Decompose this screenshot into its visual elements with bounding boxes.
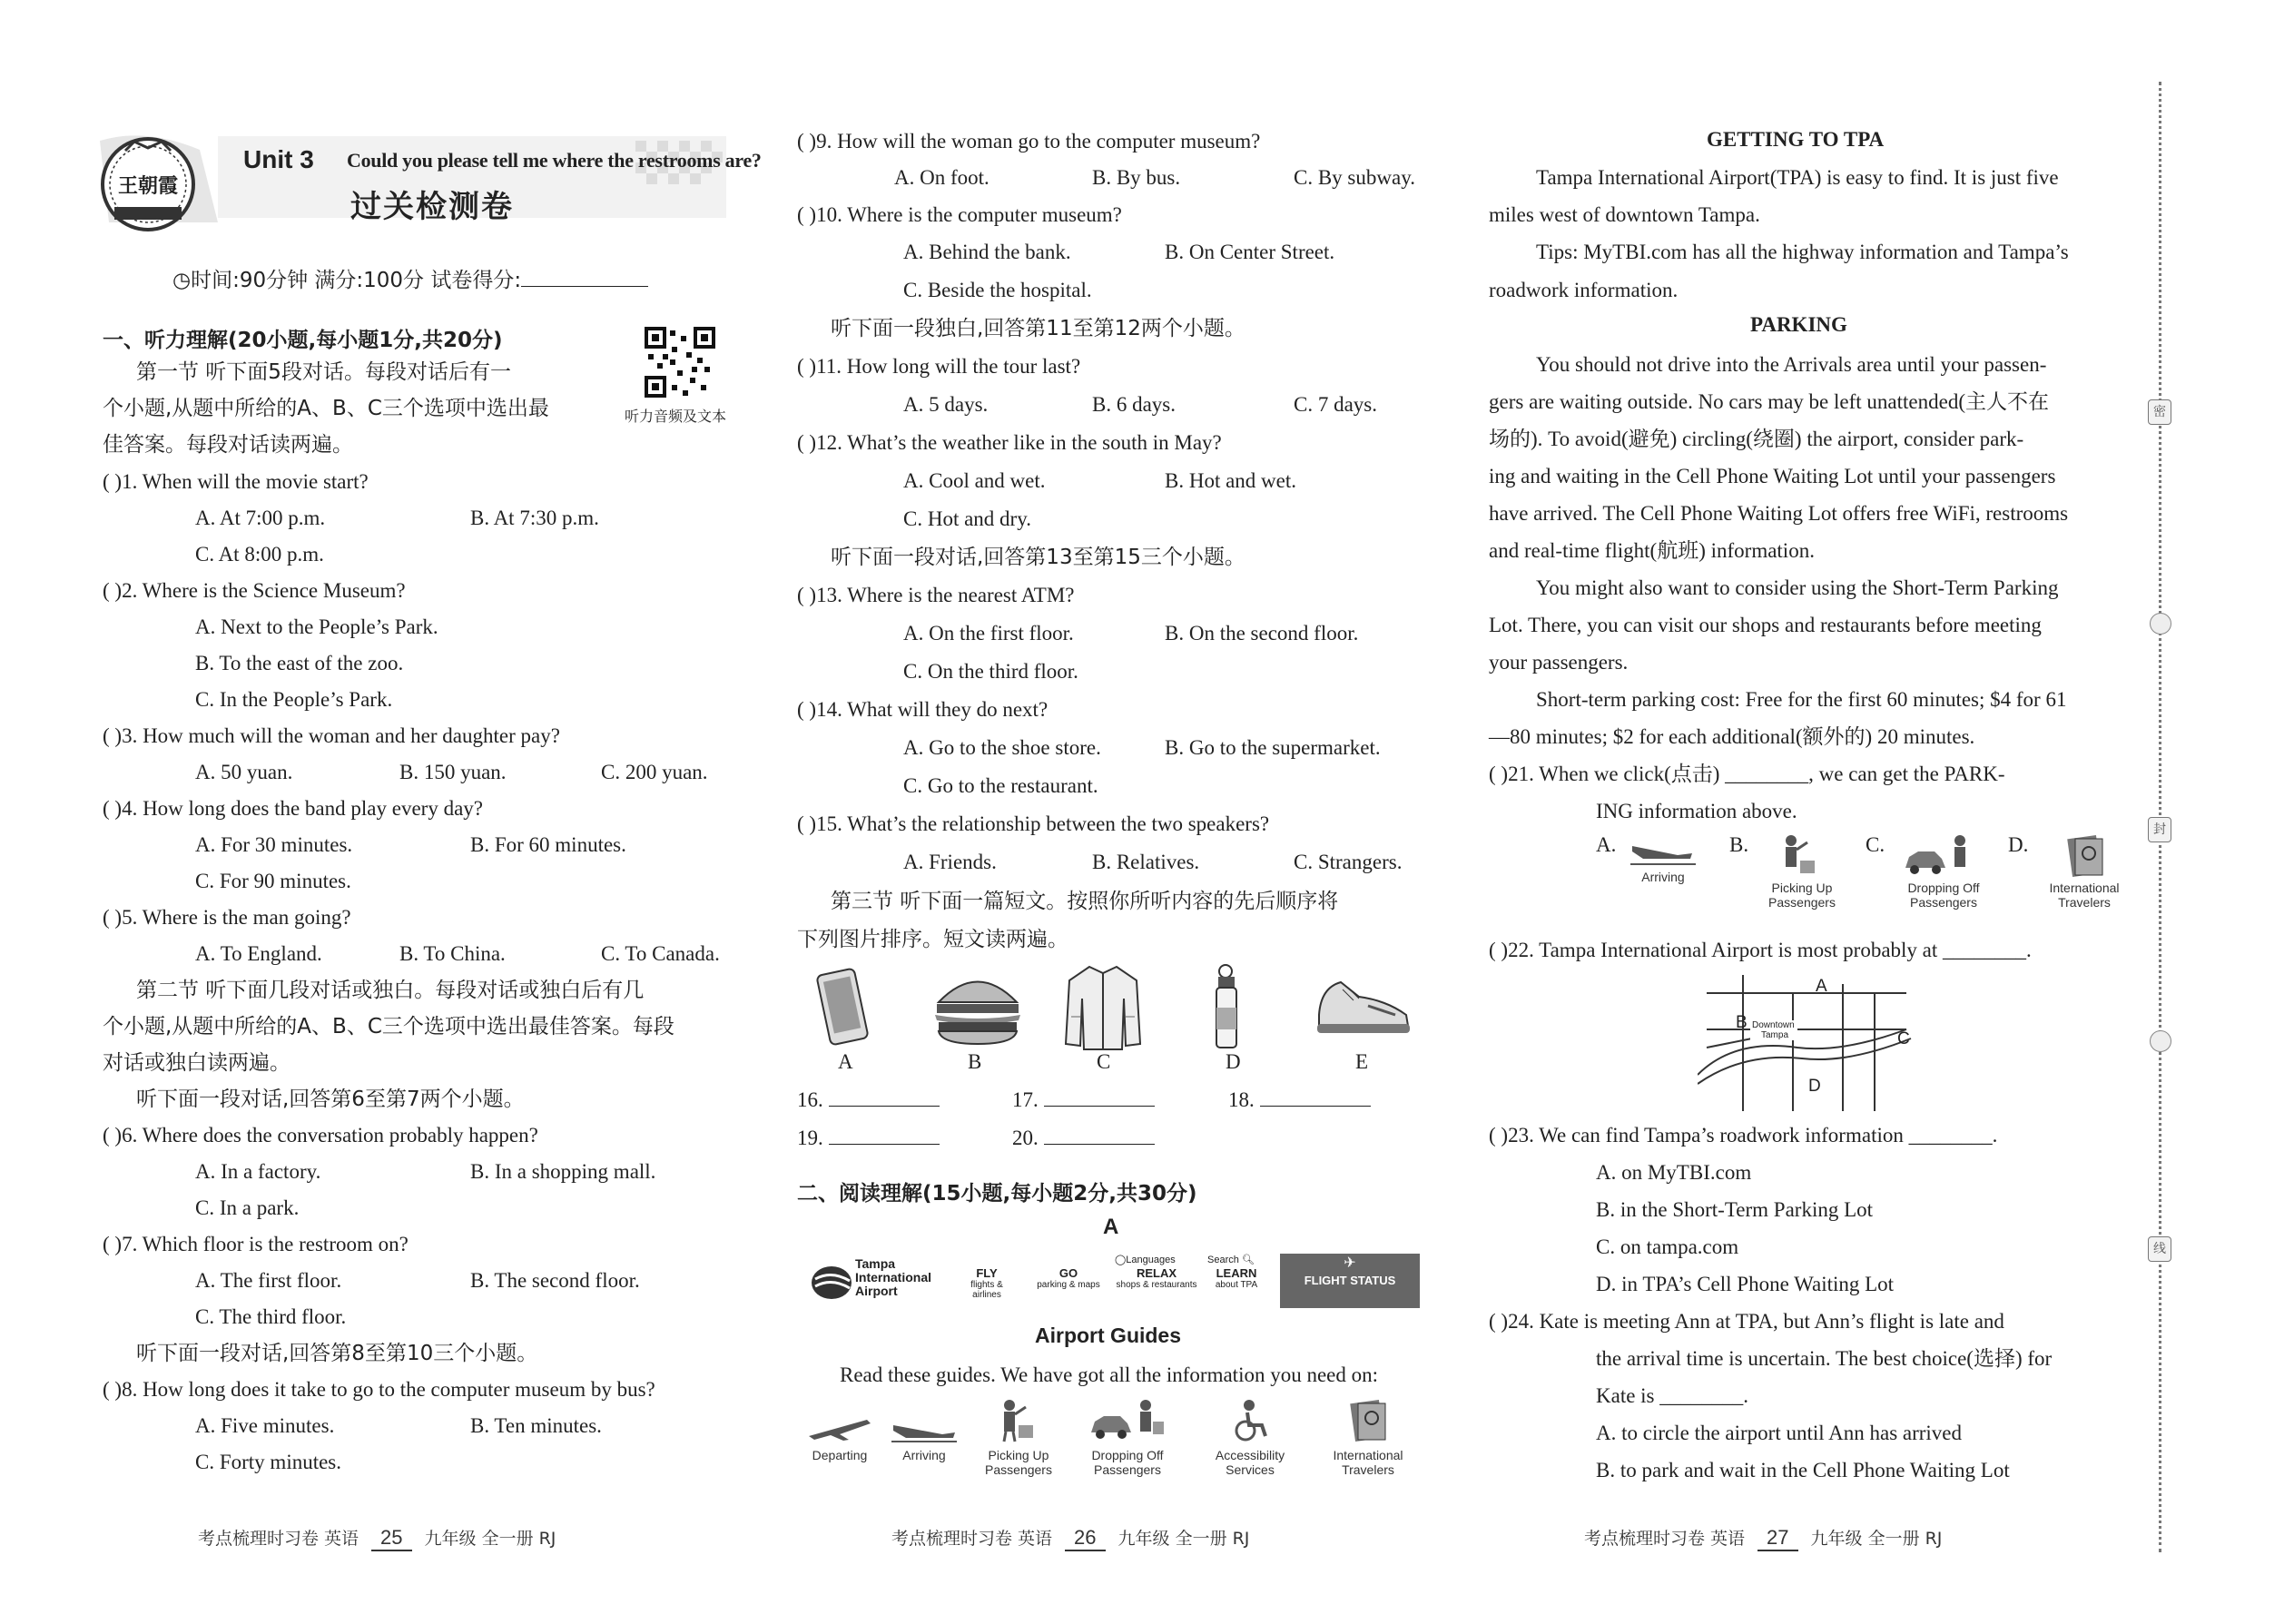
q11-option-c[interactable]: C. 7 days. [1294,393,1377,416]
svg-text:王朝霞: 王朝霞 [117,175,179,198]
map-downtown-line2: Tampa [1761,1030,1789,1040]
q2-option-a[interactable]: A. Next to the People’s Park. [195,615,438,638]
map-diagram [1698,975,1915,1111]
sec1-line3: 佳答案。每段对话读两遍。 [103,433,353,457]
plane-icon: ✈ [1344,1255,1356,1271]
guide-arriving-label: Arriving [902,1448,946,1462]
q9-option-c[interactable]: C. By subway. [1294,166,1415,189]
sec2-line3: 对话或独白读两遍。 [103,1051,290,1075]
departing-plane-icon [803,1407,876,1443]
q4-option-c[interactable]: C. For 90 minutes. [195,870,351,892]
score-blank[interactable] [521,266,648,287]
guide-dropping-off-line1: Dropping Off [1091,1448,1164,1462]
side-mark-sealed: 封 [2148,817,2171,842]
q23-option-b[interactable]: B. in the Short-Term Parking Lot [1596,1198,1874,1221]
brand-logo [98,134,198,234]
picture-d-bottle [1206,962,1251,1053]
search-icon: 🔍︎ [1241,1255,1255,1265]
q11-option-b[interactable]: B. 6 days. [1092,393,1176,416]
part1-title: 一、听力理解(20小题,每小题1分,共20分) [103,329,503,352]
intro-q11-q12: 听下面一段独白,回答第11至第12两个小题。 [831,317,1245,340]
q5-option-c[interactable]: C. To Canada. [601,942,720,965]
side-punch-hole-1 [2150,613,2171,635]
exam-info-text: ◷时间:90分钟 满分:100分 试卷得分: [172,269,522,292]
p3-line3: 场的). To avoid(避免) circling(绕圈) the airport, consider park- [1489,428,2024,450]
q7-option-c[interactable]: C. The third floor. [195,1305,347,1328]
hamburger-icon [928,966,1028,1048]
q7-option-a[interactable]: A. The first floor. [195,1269,342,1292]
answer-18-blank[interactable] [1260,1086,1371,1107]
dropping-off-icon [1900,833,1984,879]
phone-icon [812,966,885,1048]
q12-option-b[interactable]: B. Hot and wet. [1165,469,1297,492]
question-11: ( )11. How long will the tour last? [797,355,1081,378]
guide-international-line1: International [1333,1448,1403,1462]
picture-d-label: D [1226,1050,1241,1073]
question-3: ( )3. How much will the woman and her daughter pay? [103,724,560,747]
nav-go-label: GO [1058,1266,1078,1280]
guide-picking-up[interactable] [979,1398,1058,1477]
footer-left: 考点梳理时习卷 英语 [891,1529,1053,1549]
question-15: ( )15. What’s the relationship between the two speakers? [797,812,1270,835]
question-9: ( )9. How will the woman go to the computer museum? [797,130,1261,153]
page-number: 27 [1757,1526,1797,1551]
q1-option-a[interactable]: A. At 7:00 p.m. [195,507,326,529]
map-label-d: D [1808,1077,1821,1096]
sec1-line1: 第一节 听下面5段对话。每段对话后有一 [136,360,511,384]
sec2-line1: 第二节 听下面几段对话或独白。每段对话或独白后有几 [136,979,645,1002]
question-22: ( )22. Tampa International Airport is most probably at ________. [1489,939,2032,961]
q8-option-c[interactable]: C. Forty minutes. [195,1451,342,1473]
picking-up-icon [979,1398,1058,1443]
q24-option-b[interactable]: B. to park and wait in the Cell Phone Waiting Lot [1596,1459,2010,1481]
nav-search-label: Search [1207,1255,1239,1265]
arriving-plane-icon [1627,833,1699,866]
question-2: ( )2. Where is the Science Museum? [103,579,406,602]
intro-q6-q7: 听下面一段对话,回答第6至第7两个小题。 [136,1088,525,1111]
q21-option-c-letter: C. [1866,833,1885,856]
p3-line1: You should not drive into the Arrivals area until your passen- [1536,353,2047,376]
q21-option-d[interactable] [2008,833,2135,910]
q14-option-a[interactable]: A. Go to the shoe store. [903,736,1101,759]
footer-page-27 [1584,1525,1942,1551]
part2-title: 二、阅读理解(15小题,每小题2分,共30分) [797,1182,1197,1206]
tpa-brand-line2: International [855,1270,932,1284]
nav-fly[interactable] [955,1266,1019,1300]
jacket-icon [1062,962,1144,1053]
q10-option-a[interactable]: A. Behind the bank. [903,241,1071,263]
p2-line2: roadwork information. [1489,279,1679,301]
q4-option-a[interactable]: A. For 30 minutes. [195,833,353,856]
q3-option-b[interactable]: B. 150 yuan. [399,761,507,783]
q21-option-b-letter: B. [1729,833,1749,856]
map-label-c: C [1897,1029,1910,1048]
footer-left: 考点梳理时习卷 英语 [198,1529,359,1549]
q8-option-b[interactable]: B. Ten minutes. [470,1414,602,1437]
footer-page-26 [891,1525,1249,1551]
question-8: ( )8. How long does it take to go to the computer museum by bus? [103,1378,655,1401]
question-24-cont2: Kate is ________. [1596,1384,1749,1407]
question-14: ( )14. What will they do next? [797,698,1049,721]
guide-dropping-off-line2: Passengers [1094,1462,1161,1477]
sec3-line1: 第三节 听下面一篇短文。按照你所听内容的先后顺序将 [831,890,1339,913]
dropping-off-icon [1086,1398,1169,1443]
p3-line2: gers are waiting outside. No cars may be left unattended(主人不在 [1489,390,2049,413]
q11-option-a[interactable]: A. 5 days. [903,393,989,416]
p1-line2: miles west of downtown Tampa. [1489,203,1760,226]
guide-arriving[interactable] [888,1407,960,1462]
q15-option-c[interactable]: C. Strangers. [1294,851,1403,873]
sec1-line2: 个小题,从题中所给的A、B、C三个选项中选出最 [103,397,549,420]
answer-18-number: 18. [1228,1088,1255,1111]
guides-intro: Read these guides. We have got all the information you need on: [840,1363,1379,1386]
q15-option-a[interactable]: A. Friends. [903,851,997,873]
sec2-line2: 个小题,从题中所给的A、B、C三个选项中选出最佳答案。每段 [103,1015,674,1038]
question-5: ( )5. Where is the man going? [103,906,351,929]
answer-19-number: 19. [797,1127,823,1149]
q21-option-d-letter: D. [2008,833,2029,856]
q9-option-b[interactable]: B. By bus. [1092,166,1181,189]
intro-q8-q10: 听下面一段对话,回答第8至第10三个小题。 [136,1342,538,1365]
p4-line3: your passengers. [1489,651,1629,674]
picture-c-label: C [1097,1050,1111,1073]
p4-line2: Lot. There, you can visit our shops and restaurants before meeting [1489,614,2042,636]
guide-departing[interactable] [803,1407,876,1462]
q14-option-b[interactable]: B. Go to the supermarket. [1165,736,1381,759]
question-1: ( )1. When will the movie start? [103,470,369,493]
tpa-brand-line3: Airport [855,1284,898,1298]
p3-line4: ing and waiting in the Cell Phone Waiting Lot until your passengers [1489,465,2056,487]
p1-line1: Tampa International Airport(TPA) is easy to find. It is just five [1536,166,2059,189]
answer-20[interactable] [1012,1124,1155,1150]
q21-option-d-line2: Travelers [2058,895,2111,910]
q7-option-b[interactable]: B. The second floor. [470,1269,640,1292]
tpa-brand-line1: Tampa [855,1256,896,1271]
q1-option-b[interactable]: B. At 7:30 p.m. [470,507,599,529]
q4-option-b[interactable]: B. For 60 minutes. [470,833,626,856]
logo-seal-icon [98,134,198,234]
page-number: 25 [371,1526,411,1551]
passage-letter: A [1103,1215,1119,1239]
answer-17-number: 17. [1012,1088,1039,1111]
q5-option-a[interactable]: A. To England. [195,942,322,965]
page-title: 过关检测卷 [350,189,514,225]
q24-option-a[interactable]: A. to circle the airport until Ann has arrived [1596,1422,1963,1444]
q10-option-b[interactable]: B. On Center Street. [1165,241,1335,263]
nav-relax[interactable] [1111,1266,1202,1290]
answer-16-number: 16. [797,1088,823,1111]
exam-info [172,263,648,293]
side-mark-line: 线 [2148,1236,2171,1262]
answer-16-blank[interactable] [829,1086,940,1107]
q1-option-c[interactable]: C. At 8:00 p.m. [195,543,324,566]
p3-line6: and real-time flight(航班) information. [1489,539,1815,562]
passport-icon [1327,1398,1409,1443]
q21-option-b[interactable] [1729,833,1856,910]
nav-languages[interactable]: ◯Languages [1115,1255,1176,1265]
nav-search[interactable] [1207,1254,1255,1265]
page-number: 26 [1065,1526,1105,1551]
q21-option-c-line2: Passengers [1910,895,1977,910]
q21-option-c[interactable] [1866,833,2011,910]
arriving-plane-icon [888,1407,960,1443]
nav-relax-label: RELAX [1136,1266,1177,1280]
sneaker-icon [1314,969,1413,1042]
question-7: ( )7. Which floor is the restroom on? [103,1233,409,1255]
p2-line1: Tips: MyTBI.com has all the highway information and Tampa’s [1536,241,2069,263]
intro-q13-q15: 听下面一段对话,回答第13至第15三个小题。 [831,546,1245,569]
q23-option-d[interactable]: D. in TPA’s Cell Phone Waiting Lot [1596,1273,1895,1295]
footer-page-25 [198,1525,556,1551]
q3-option-a[interactable]: A. 50 yuan. [195,761,293,783]
q6-option-c[interactable]: C. In a park. [195,1196,300,1219]
answer-20-blank[interactable] [1044,1124,1155,1145]
q12-option-c[interactable]: C. Hot and dry. [903,507,1031,530]
qr-code[interactable] [645,327,715,398]
question-24-cont1: the arrival time is uncertain. The best choice(选择) for [1596,1347,2053,1370]
q21-option-b-line2: Passengers [1768,895,1836,910]
guide-accessibility-line1: Accessibility [1215,1448,1285,1462]
nav-relax-sub: shops & restaurants [1116,1280,1197,1290]
nav-fly-label: FLY [976,1266,998,1280]
map-label-a: A [1816,977,1827,996]
nav-go-sub: parking & maps [1037,1280,1100,1290]
q12-option-a[interactable]: A. Cool and wet. [903,469,1046,492]
answer-20-number: 20. [1012,1127,1039,1149]
q21-option-a[interactable] [1596,833,1714,884]
picking-up-icon [1766,833,1838,879]
map-downtown-line1: Downtown [1752,1020,1795,1030]
nav-learn[interactable] [1209,1266,1264,1290]
q3-option-c[interactable]: C. 200 yuan. [601,761,708,783]
picture-c-jacket [1062,962,1144,1053]
answer-16[interactable] [797,1086,940,1112]
airport-nav-bar [810,1254,1420,1310]
unit-label: Unit 3 [243,145,314,173]
side-mark-seal: 密 [2148,399,2171,425]
q9-option-a[interactable]: A. On foot. [894,166,989,189]
picture-e-label: E [1355,1050,1369,1073]
answer-19[interactable] [797,1124,940,1150]
wheelchair-icon [1209,1398,1291,1443]
question-10: ( )10. Where is the computer museum? [797,203,1122,226]
nav-fly-sub: flights & airlines [970,1280,1003,1300]
heading-getting-to-tpa: GETTING TO TPA [1707,128,1885,151]
p5-line1: Short-term parking cost: Free for the first 60 minutes; $4 for 61 [1536,688,2067,711]
question-21: ( )21. When we click(点击) ________, we can get the PARK- [1489,763,2005,785]
q14-option-c[interactable]: C. Go to the restaurant. [903,774,1098,797]
picture-b-burger [928,966,1028,1048]
q21-option-d-line1: International [2049,881,2120,895]
q10-option-c[interactable]: C. Beside the hospital. [903,279,1092,301]
passport-icon [2052,833,2124,879]
q5-option-b[interactable]: B. To China. [399,942,506,965]
flight-status-button[interactable] [1280,1254,1420,1308]
answer-18[interactable] [1228,1086,1371,1112]
question-6: ( )6. Where does the conversation probably happen? [103,1124,538,1147]
q13-option-a[interactable]: A. On the first floor. [903,622,1074,645]
picture-b-label: B [968,1050,982,1073]
question-21-cont: ING information above. [1596,800,1797,822]
p4-line1: You might also want to consider using the Short-Term Parking [1536,576,2059,599]
footer-left: 考点梳理时习卷 英语 [1584,1529,1746,1549]
q2-option-b[interactable]: B. To the east of the zoo. [195,652,404,674]
nav-go[interactable] [1032,1266,1105,1290]
tpa-brand[interactable] [855,1257,931,1298]
q23-option-a[interactable]: A. on MyTBI.com [1596,1161,1752,1184]
q15-option-b[interactable]: B. Relatives. [1092,851,1200,873]
question-4: ( )4. How long does the band play every day? [103,797,483,820]
q21-option-a-letter: A. [1596,833,1617,856]
guide-picking-up-line1: Picking Up [988,1448,1049,1462]
guide-accessibility[interactable] [1209,1398,1291,1477]
footer-right: 九年级 全一册 RJ [1117,1529,1250,1549]
q13-option-c[interactable]: C. On the third floor. [903,660,1078,683]
q6-option-a[interactable]: A. In a factory. [195,1160,321,1183]
guide-dropping-off[interactable] [1086,1398,1169,1477]
q13-option-b[interactable]: B. On the second floor. [1165,622,1359,645]
sec3-line2: 下列图片排序。短文读两遍。 [797,928,1068,951]
question-13: ( )13. Where is the nearest ATM? [797,584,1075,606]
side-punch-hole-2 [2150,1030,2171,1052]
question-23: ( )23. We can find Tampa’s roadwork information ________. [1489,1124,1998,1147]
qr-code-icon [645,327,715,398]
qr-caption: 听力音频及文本 [625,408,727,425]
q21-option-c-line1: Dropping Off [1907,881,1980,895]
answer-19-blank[interactable] [829,1124,940,1145]
nav-learn-label: LEARN [1216,1266,1257,1280]
picture-e-shoe [1314,969,1413,1042]
question-24: ( )24. Kate is meeting Ann at TPA, but Ann’s flight is late and [1489,1310,2004,1333]
q23-option-c[interactable]: C. on tampa.com [1596,1235,1739,1258]
flight-status-label: FLIGHT STATUS [1304,1274,1396,1287]
q21-option-b-line1: Picking Up [1771,881,1833,895]
guide-departing-label: Departing [812,1448,868,1462]
guide-picking-up-line2: Passengers [985,1462,1052,1477]
tampa-map [1698,975,1915,1111]
heading-parking: PARKING [1750,313,1847,336]
question-12: ( )12. What’s the weather like in the south in May? [797,431,1222,454]
guide-international-line2: Travelers [1342,1462,1394,1477]
footer-right: 九年级 全一册 RJ [1810,1529,1943,1549]
footer-right: 九年级 全一册 RJ [424,1529,556,1549]
nav-learn-sub: about TPA [1215,1280,1258,1290]
guide-accessibility-line2: Services [1226,1462,1275,1477]
q2-option-c[interactable]: C. In the People’s Park. [195,688,393,711]
guides-title: Airport Guides [1035,1324,1182,1347]
p5-line2: —80 minutes; $2 for each additional(额外的) 20 minutes. [1489,725,1975,748]
map-label-b: B [1736,1013,1748,1032]
picture-a-label: A [838,1050,853,1073]
p3-line5: have arrived. The Cell Phone Waiting Lot offers free WiFi, restrooms [1489,502,2069,525]
answer-17-blank[interactable] [1044,1086,1155,1107]
water-bottle-icon [1206,962,1251,1053]
answer-17[interactable] [1012,1086,1155,1112]
q21-option-a-label: Arriving [1641,870,1685,884]
q8-option-a[interactable]: A. Five minutes. [195,1414,335,1437]
guide-international[interactable] [1327,1398,1409,1477]
q6-option-b[interactable]: B. In a shopping mall. [470,1160,656,1183]
unit-subtitle: Could you please tell me where the restrooms are? [347,149,762,172]
